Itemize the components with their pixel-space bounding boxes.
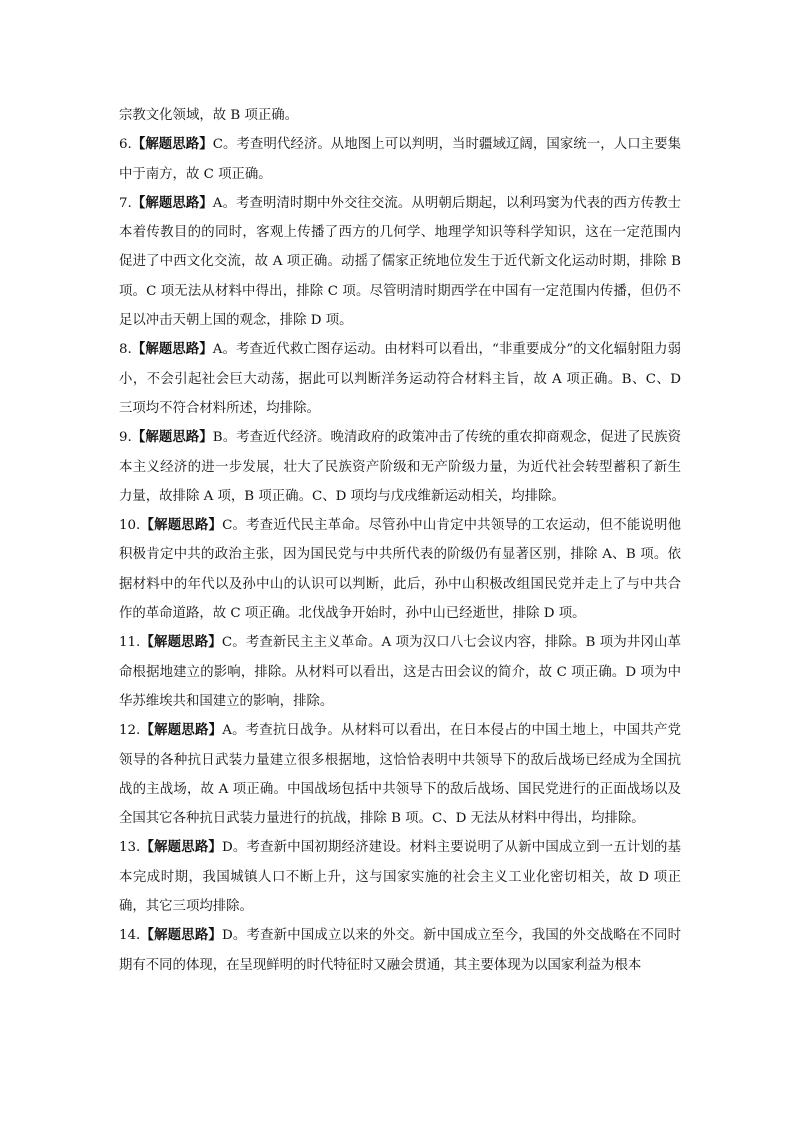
solution-tag: 【解题思路】	[131, 136, 213, 153]
paragraph-text: A。考查抗日战争。从材料可以看出，在日本侵占的中国土地上，中国共产党领导的各种抗日武装力量建立很多根据地，这恰恰表明中共领导下的敌后战场已经成为全国抗战的主战场，故 A 项正确。中国战场包括中共领导下的敌后战场、国民党进行的正面战场以及全国其它各种抗日武装力量进行的抗战，排除 B 项。C、D 无法从材料中得出，均排除。	[119, 723, 682, 827]
question-number: 7.	[119, 195, 132, 211]
question-number: 12.	[119, 723, 141, 739]
answer-13	[119, 833, 681, 921]
answer-6	[119, 130, 681, 189]
answer-14	[119, 921, 681, 980]
question-number: 6.	[119, 137, 132, 153]
paragraph-continuation	[119, 101, 681, 130]
paragraph-text: 宗教文化领域，故 B 项正确。	[119, 108, 299, 123]
question-number: 9.	[119, 430, 132, 446]
question-number: 14.	[119, 928, 141, 944]
answer-explanations	[119, 101, 681, 980]
question-number: 8.	[119, 342, 132, 358]
solution-tag: 【解题思路】	[140, 517, 223, 534]
answer-12	[119, 716, 681, 833]
question-number: 10.	[119, 518, 141, 534]
answer-10	[119, 511, 681, 628]
question-number: 13.	[119, 840, 141, 856]
paragraph-text: A。考查近代救亡图存运动。由材料可以看出，“非重要成分”的文化辐射阻力弱小，不会引起社会巨大动荡，据此可以判断洋务运动符合材料主旨，故 A 项正确。B、C、D 三项均不符合材料所述，均排除。	[119, 342, 682, 416]
solution-tag: 【解题思路】	[140, 839, 222, 856]
answer-7	[119, 189, 681, 335]
answer-8	[119, 335, 681, 423]
paragraph-text: B。考查近代经济。晚清政府的政策冲击了传统的重农抑商观念，促进了民族资本主义经济的进一步发展，壮大了民族资产阶级和无产阶级力量，为近代社会转型蓄积了新生力量，故排除 A 项，B 项正确。C、D 项均与戊戌维新运动相关，均排除。	[119, 430, 681, 504]
solution-tag: 【解题思路】	[131, 341, 213, 358]
paragraph-text: D。考查新中国初期经济建设。材料主要说明了从新中国成立到一五计划的基本完成时期，我国城镇人口不断上升，这与国家实施的社会主义工业化密切相关，故 D 项正确，其它三项均排除。	[119, 840, 682, 915]
question-number: 11.	[119, 635, 141, 651]
paragraph-text: C。考查新民主主义革命。A 项为汉口八七会议内容，排除。B 项为井冈山革命根据地建立的影响，排除。从材料可以看出，这是古田会议的简介，故 C 项正确。D 项为中华苏维埃共和国建立的影响，排除。	[119, 635, 682, 709]
answer-11	[119, 628, 681, 716]
paragraph-text: C。考查近代民主革命。尽管孙中山肯定中共领导的工农运动，但不能说明他积极肯定中共的政治主张，因为国民党与中共所代表的阶级仍有显著区别，排除 A、B 项。依据材料中的年代以及孙中山的认识可以判断，此后，孙中山积极改组国民党并走上了与中共合作的革命道路，故 C 项正确。北伐战争开始时，孙中山已经逝世，排除 D 项。	[119, 518, 682, 622]
answer-9	[119, 423, 681, 511]
paragraph-text: C。考查明代经济。从地图上可以判明，当时疆域辽阔，国家统一，人口主要集中于南方，故 C 项正确。	[119, 137, 682, 182]
solution-tag: 【解题思路】	[140, 927, 222, 944]
paragraph-text: D。考查新中国成立以来的外交。新中国成立至今，我国的外交战略在不同时期有不同的体现，在呈现鲜明的时代特征时又融会贯通，其主要体现为以国家利益为根本	[119, 928, 682, 973]
solution-tag: 【解题思路】	[140, 722, 223, 739]
solution-tag: 【解题思路】	[131, 429, 213, 446]
solution-tag: 【解题思路】	[140, 634, 222, 651]
paragraph-text: A。考查明清时期中外交往交流。从明朝后期起，以利玛窦为代表的西方传教士本着传教目的的同时，客观上传播了西方的几何学、地理学知识等科学知识，这在一定范围内促进了中西文化交流，故 A 项正确。动摇了儒家正统地位发生于近代新文化运动时期，排除 B 项。C 项无法从材料中得出，排除 C 项。尽管明清时期西学在中国有一定范围内传播，但仍不足以冲击天朝上国的观念，排除 D 项。	[119, 195, 681, 329]
solution-tag: 【解题思路】	[131, 194, 213, 211]
